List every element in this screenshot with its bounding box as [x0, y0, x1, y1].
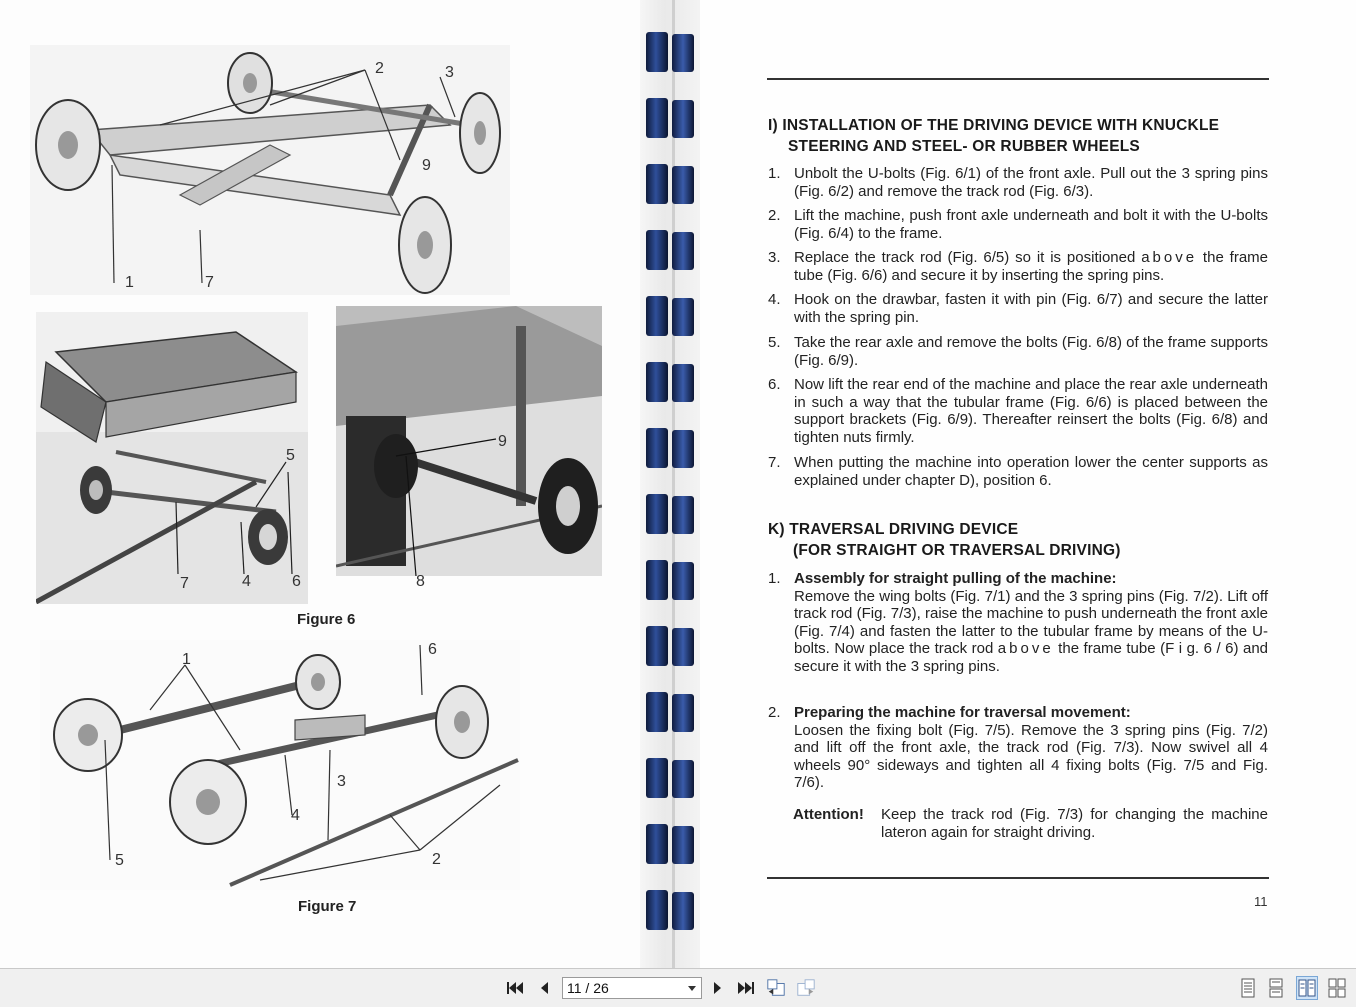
callout-3: 3: [445, 64, 454, 81]
callout-4: 4: [291, 807, 300, 824]
machine-rear-photo: [336, 306, 602, 576]
figure7-caption: Figure 7: [298, 898, 357, 915]
callout-5: 5: [115, 852, 124, 869]
single-page-view-icon[interactable]: [1238, 978, 1258, 998]
callout-5: 5: [286, 447, 295, 464]
axle-illustration: [30, 45, 510, 295]
traversal-axle-illustration: [40, 640, 520, 890]
continuous-facing-view-icon[interactable]: [1327, 978, 1347, 998]
section-i-title-line1: I) INSTALLATION OF THE DRIVING DEVICE WITH KNUCKLE: [768, 117, 1220, 134]
section-i-title: [768, 115, 1219, 157]
section-i-step-3: 3. Replace the track rod (Fig. 6/5) so it is positioned above the frame tube (Fig. 6/6) and secure it by inserting the spring pins.: [768, 249, 1268, 284]
callout-9: 9: [422, 157, 431, 174]
machine-front-photo: [36, 312, 308, 604]
section-i-step-1: 1. Unbolt the U-bolts (Fig. 6/1) of the front axle. Pull out the 3 spring pins (Fig. 6/2) and remove the track rod (Fig. 6/3).: [768, 165, 1268, 200]
section-k-title: [768, 519, 1121, 561]
section-k-step-1: 1. Assembly for straight pulling of the machine: Remove the wing bolts (Fig. 7/1) and the 3 spring pins (Fig. 7/2). Lift off track rod (Fig. 7/3), raise the machine to push underneath the front axle (Fig. 7/4) and fasten the latter to the tubular frame by means of the U-bolts. Now place the track rod above the frame tube (F i g. 6 / 6) and secure it with the 3 spring pins.: [768, 570, 1268, 675]
callout-7: 7: [205, 274, 214, 291]
callout-9: 9: [498, 433, 507, 450]
previous-page-icon[interactable]: [534, 978, 554, 998]
previous-view-icon[interactable]: [766, 978, 786, 998]
callout-4: 4: [242, 573, 251, 590]
section-i-step-2: 2. Lift the machine, push front axle underneath and bolt it with the U-bolts (Fig. 6/4) to the frame.: [768, 207, 1268, 242]
callout-2: 2: [375, 60, 384, 77]
attention-note: [793, 806, 1268, 841]
attention-text: Keep the track rod (Fig. 7/3) for changing the machine lateron again for straight driving.: [881, 806, 1268, 841]
figure6-axle-drawing: [30, 45, 510, 295]
section-i-step-5: 5. Take the rear axle and remove the bolts (Fig. 6/8) of the frame supports (Fig. 6/9).: [768, 334, 1268, 369]
page-indicator: 11 / 26: [567, 980, 609, 996]
first-page-icon[interactable]: [505, 978, 525, 998]
continuous-view-icon[interactable]: [1266, 978, 1286, 998]
attention-label: Attention!: [793, 806, 864, 823]
section-k-title-line2: (FOR STRAIGHT OR TRAVERSAL DRIVING): [793, 542, 1121, 559]
callout-3: 3: [337, 773, 346, 790]
chevron-down-icon[interactable]: [688, 986, 696, 991]
callout-8: 8: [416, 573, 425, 590]
page-number-select[interactable]: [562, 977, 702, 999]
callout-1: 1: [182, 651, 191, 668]
top-rule: [767, 78, 1269, 80]
section-i-step-7: 7. When putting the machine into operation lower the center supports as explained under chapter D), position 6.: [768, 454, 1268, 489]
section-k-step-2: 2. Preparing the machine for traversal movement: Loosen the fixing bolt (Fig. 7/5). Remove the 3 spring pins (Fig. 7/2) and lift off the front axle, the track rod (Fig. 7/3). Now swivel all 4 wheels 90° sideways and tighten all 4 fixing bolts (Fig. 7/5 and Fig. 7/6).: [768, 704, 1268, 792]
figure6-photo-left: [36, 312, 308, 604]
section-k-title-line1: K) TRAVERSAL DRIVING DEVICE: [768, 521, 1019, 538]
callout-6: 6: [428, 641, 437, 658]
last-page-icon[interactable]: [736, 978, 756, 998]
facing-view-icon: [1297, 977, 1317, 999]
callout-1: 1: [125, 274, 134, 291]
section-i-step-6: 6. Now lift the rear end of the machine and place the rear axle underneath in such a way that the tubular frame (Fig. 6/6) is placed between the support brackets (Fig. 6/9). Thereafter reinsert the bolts (Fig. 6/8) and tighten nuts firmly.: [768, 376, 1268, 446]
callout-7: 7: [180, 575, 189, 592]
next-page-icon[interactable]: [708, 978, 728, 998]
bottom-rule: [767, 877, 1269, 879]
facing-view-button[interactable]: [1296, 976, 1318, 1000]
figure6-photo-right: [336, 306, 602, 576]
next-view-icon[interactable]: [796, 978, 816, 998]
section-i-step-4: 4. Hook on the drawbar, fasten it with pin (Fig. 6/7) and secure the latter with the spring pin.: [768, 291, 1268, 326]
section-i-title-line2: STEERING AND STEEL- OR RUBBER WHEELS: [788, 138, 1140, 155]
page-number: 11: [1254, 894, 1268, 909]
figure7-drawing: [40, 640, 520, 890]
callout-6: 6: [292, 573, 301, 590]
spiral-binding: [640, 0, 702, 968]
figure6-caption: Figure 6: [297, 611, 356, 628]
callout-2: 2: [432, 851, 441, 868]
left-page: [0, 0, 640, 968]
